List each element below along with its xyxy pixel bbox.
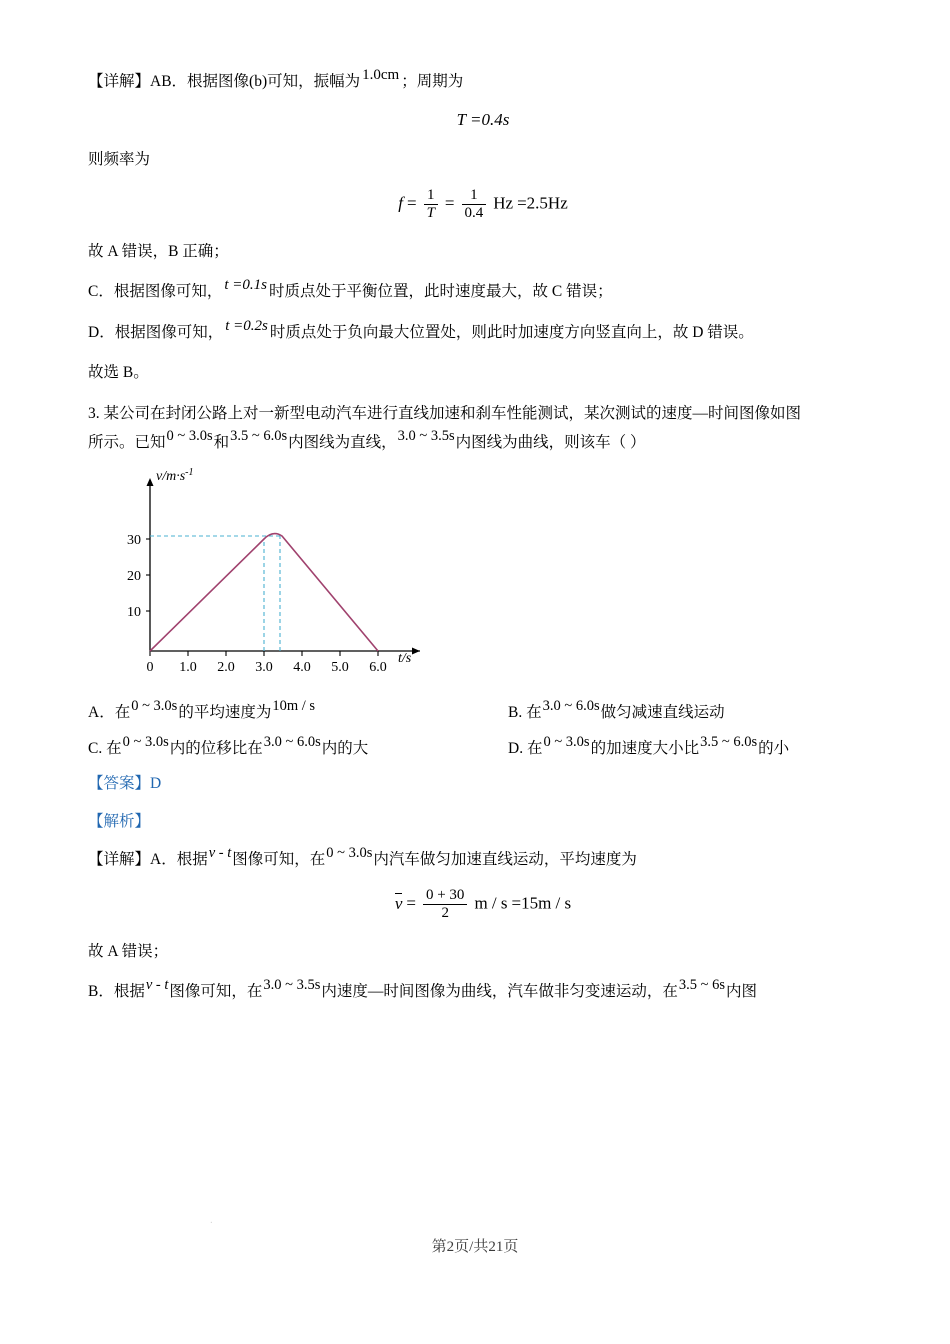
after-a-text: 故 A 错误； — [88, 943, 169, 961]
fraction-numerator-2: 1 — [462, 187, 487, 205]
fraction-denominator-2: 0.4 — [464, 204, 484, 221]
frequency-result: =2.5Hz — [517, 193, 568, 213]
option-b-text: 做匀减速直线运动 — [600, 704, 725, 722]
detail-d-text-2: 时质点处于负向最大位置处，则此时加速度方向竖直向上，故 D 错误。 — [269, 323, 754, 341]
option-c-mid: 内的位移比在 — [169, 740, 263, 758]
x-axis-label: t/s — [398, 651, 412, 667]
answer-line — [88, 772, 878, 796]
question3-stem-line1 — [88, 401, 878, 427]
option-c-prefix: C. 在 — [88, 740, 122, 758]
detail-b-text-3: 内图 — [726, 983, 758, 1001]
x-tick-label-4: 4.0 — [293, 660, 311, 676]
detail-a-text-1: 根据 — [176, 851, 208, 869]
detail-a-paragraph — [88, 845, 878, 872]
average-equals: = — [406, 894, 416, 913]
average-velocity-equation — [88, 888, 878, 922]
option-b-prefix: B. 在 — [508, 704, 542, 722]
option-d-prefix: D. 在 — [508, 740, 543, 758]
option-c-tail: 内的大 — [321, 740, 369, 758]
fraction-numerator: 1 — [424, 187, 438, 205]
fraction-denominator: T — [426, 204, 435, 221]
average-result: =15m / s — [511, 894, 572, 913]
y-tick-label-30: 30 — [127, 533, 141, 549]
average-denominator: 2 — [441, 904, 449, 921]
answer-label: 【答案】 — [88, 775, 151, 793]
option-d[interactable] — [508, 736, 868, 758]
detail-paragraph-d — [88, 317, 878, 345]
question3-stem-text2b: 和 — [213, 434, 230, 452]
fraction-one-over-t — [424, 187, 438, 221]
option-a-mid: 的平均速度为 — [178, 704, 272, 722]
x-tick-label-3: 3.0 — [255, 660, 273, 676]
fraction-one-over-point-four — [462, 187, 487, 221]
detail-b-paragraph — [88, 977, 878, 1004]
frequency-intro — [88, 148, 878, 172]
velocity-time-chart — [110, 466, 878, 686]
detail-b-range-1: 3.0 ~ 3.5s — [263, 977, 321, 994]
equals-2: = — [444, 193, 455, 213]
x-tick-label-1: 1.0 — [179, 660, 197, 676]
page-content — [88, 67, 878, 1020]
option-a[interactable] — [88, 700, 508, 722]
after-a-conclusion — [88, 940, 878, 964]
options-row-cd — [88, 736, 878, 758]
option-a-range: 0 ~ 3.0s — [131, 698, 178, 715]
y-axis-label: $v/m\cdot s^{-1}$ — [156, 467, 194, 485]
question3-stem-text2d: 内图线为曲线，则该车（ ） — [455, 434, 646, 452]
conclusion-ab-text: 故 A 错误，B 正确； — [88, 243, 229, 261]
average-fraction — [423, 887, 467, 921]
detail-text-2: ；周期为 — [401, 73, 464, 90]
x-tick-label-6: 6.0 — [369, 660, 387, 676]
answer-value: D — [150, 775, 162, 793]
frequency-equation — [88, 188, 878, 222]
y-tick-label-10: 10 — [127, 605, 141, 621]
detail-paragraph-c — [88, 277, 878, 304]
conclusion-ab — [88, 240, 878, 264]
final-choice — [88, 361, 878, 385]
frequency-intro-text: 则频率为 — [88, 151, 151, 169]
detail-c-text-2: 时质点处于平衡位置，此时速度最大，故 C 错误； — [268, 283, 613, 301]
average-numerator: 0 + 30 — [423, 887, 467, 905]
vt-symbol-a: v - t — [208, 845, 232, 862]
x-tick-label-5: 5.0 — [331, 660, 349, 676]
option-d-tail: 的小 — [758, 740, 790, 758]
y-tick-label-20: 20 — [127, 569, 141, 585]
option-c-range-1: 0 ~ 3.0s — [122, 734, 169, 751]
average-unit: m / s — [474, 894, 508, 913]
detail-d-text-1: D．根据图像可知， — [88, 323, 224, 341]
detail-text-1: 根据图像(b)可知，振幅为 — [187, 73, 361, 90]
options-row-ab — [88, 700, 878, 722]
frequency-symbol: f — [398, 193, 403, 213]
average-velocity-symbol: v — [394, 894, 403, 913]
detail-b-text-1: 图像可知，在 — [169, 983, 263, 1001]
detail-a-label: 【详解】A． — [88, 851, 177, 869]
detail-b-range-2: 3.5 ~ 6s — [678, 977, 726, 994]
option-d-range-1: 0 ~ 3.0s — [543, 734, 590, 751]
option-b[interactable] — [508, 700, 868, 722]
equals-1: = — [406, 193, 417, 213]
option-d-mid: 的加速度大小比 — [590, 740, 700, 758]
page-footer: 第2页/共21页 — [431, 1239, 519, 1255]
frequency-unit: Hz — [493, 193, 514, 213]
option-d-range-2: 3.5 ~ 6.0s — [700, 734, 758, 751]
detail-paragraph-ab — [88, 67, 878, 94]
x-tick-label-0: 0 — [146, 660, 154, 676]
detail-c-text-1: C．根据图像可知， — [88, 283, 223, 301]
option-a-value: 10m / s — [272, 698, 316, 715]
amplitude-value: 1.0cm — [362, 67, 400, 83]
question3-stem-text2a: 所示。已知 — [88, 434, 166, 452]
final-choice-text: 故选 B。 — [88, 363, 149, 381]
detail-b-label: B．根据 — [88, 983, 145, 1001]
range-0-3: 0 ~ 3.0s — [166, 428, 213, 445]
x-axis-arrow — [412, 648, 420, 655]
detail-b-text-2: 内速度—时间图像为曲线，汽车做非匀变速运动，在 — [321, 983, 678, 1001]
option-b-range: 3.0 ~ 6.0s — [542, 698, 600, 715]
question3-stem-text2c: 内图线为直线， — [288, 434, 397, 452]
time-value-d: t =0.2s — [225, 317, 268, 334]
analysis-line — [88, 810, 878, 834]
range-3-35: 3.0 ~ 3.5s — [397, 428, 455, 445]
page-watermark: . — [210, 1214, 213, 1226]
option-a-prefix: A．在 — [88, 704, 131, 722]
vt-symbol-b: v - t — [145, 977, 169, 994]
question3-stem-text1: 3. 某公司在封闭公路上对一新型电动汽车进行直线加速和刹车性能测试，某次测试的速度—时间图像如图 — [88, 404, 802, 422]
question3-stem-line2 — [88, 430, 878, 456]
detail-a-range: 0 ~ 3.0s — [326, 845, 373, 862]
detail-label: 【详解】AB． — [88, 73, 188, 90]
detail-a-text-2: 图像可知，在 — [232, 851, 326, 869]
option-c-range-2: 3.0 ~ 6.0s — [263, 734, 321, 751]
option-c[interactable] — [88, 736, 508, 758]
range-35-6: 3.5 ~ 6.0s — [230, 428, 288, 445]
detail-a-text-3: 内汽车做匀加速直线运动，平均速度为 — [373, 851, 637, 869]
time-value-c: t =0.1s — [224, 277, 267, 294]
y-axis-arrow — [147, 478, 154, 486]
analysis-label: 【解析】 — [88, 813, 151, 831]
period-equation — [88, 110, 878, 130]
velocity-time-graph-svg — [110, 466, 450, 681]
period-symbol: T =0.4s — [456, 110, 510, 130]
x-tick-label-2: 2.0 — [217, 660, 235, 676]
